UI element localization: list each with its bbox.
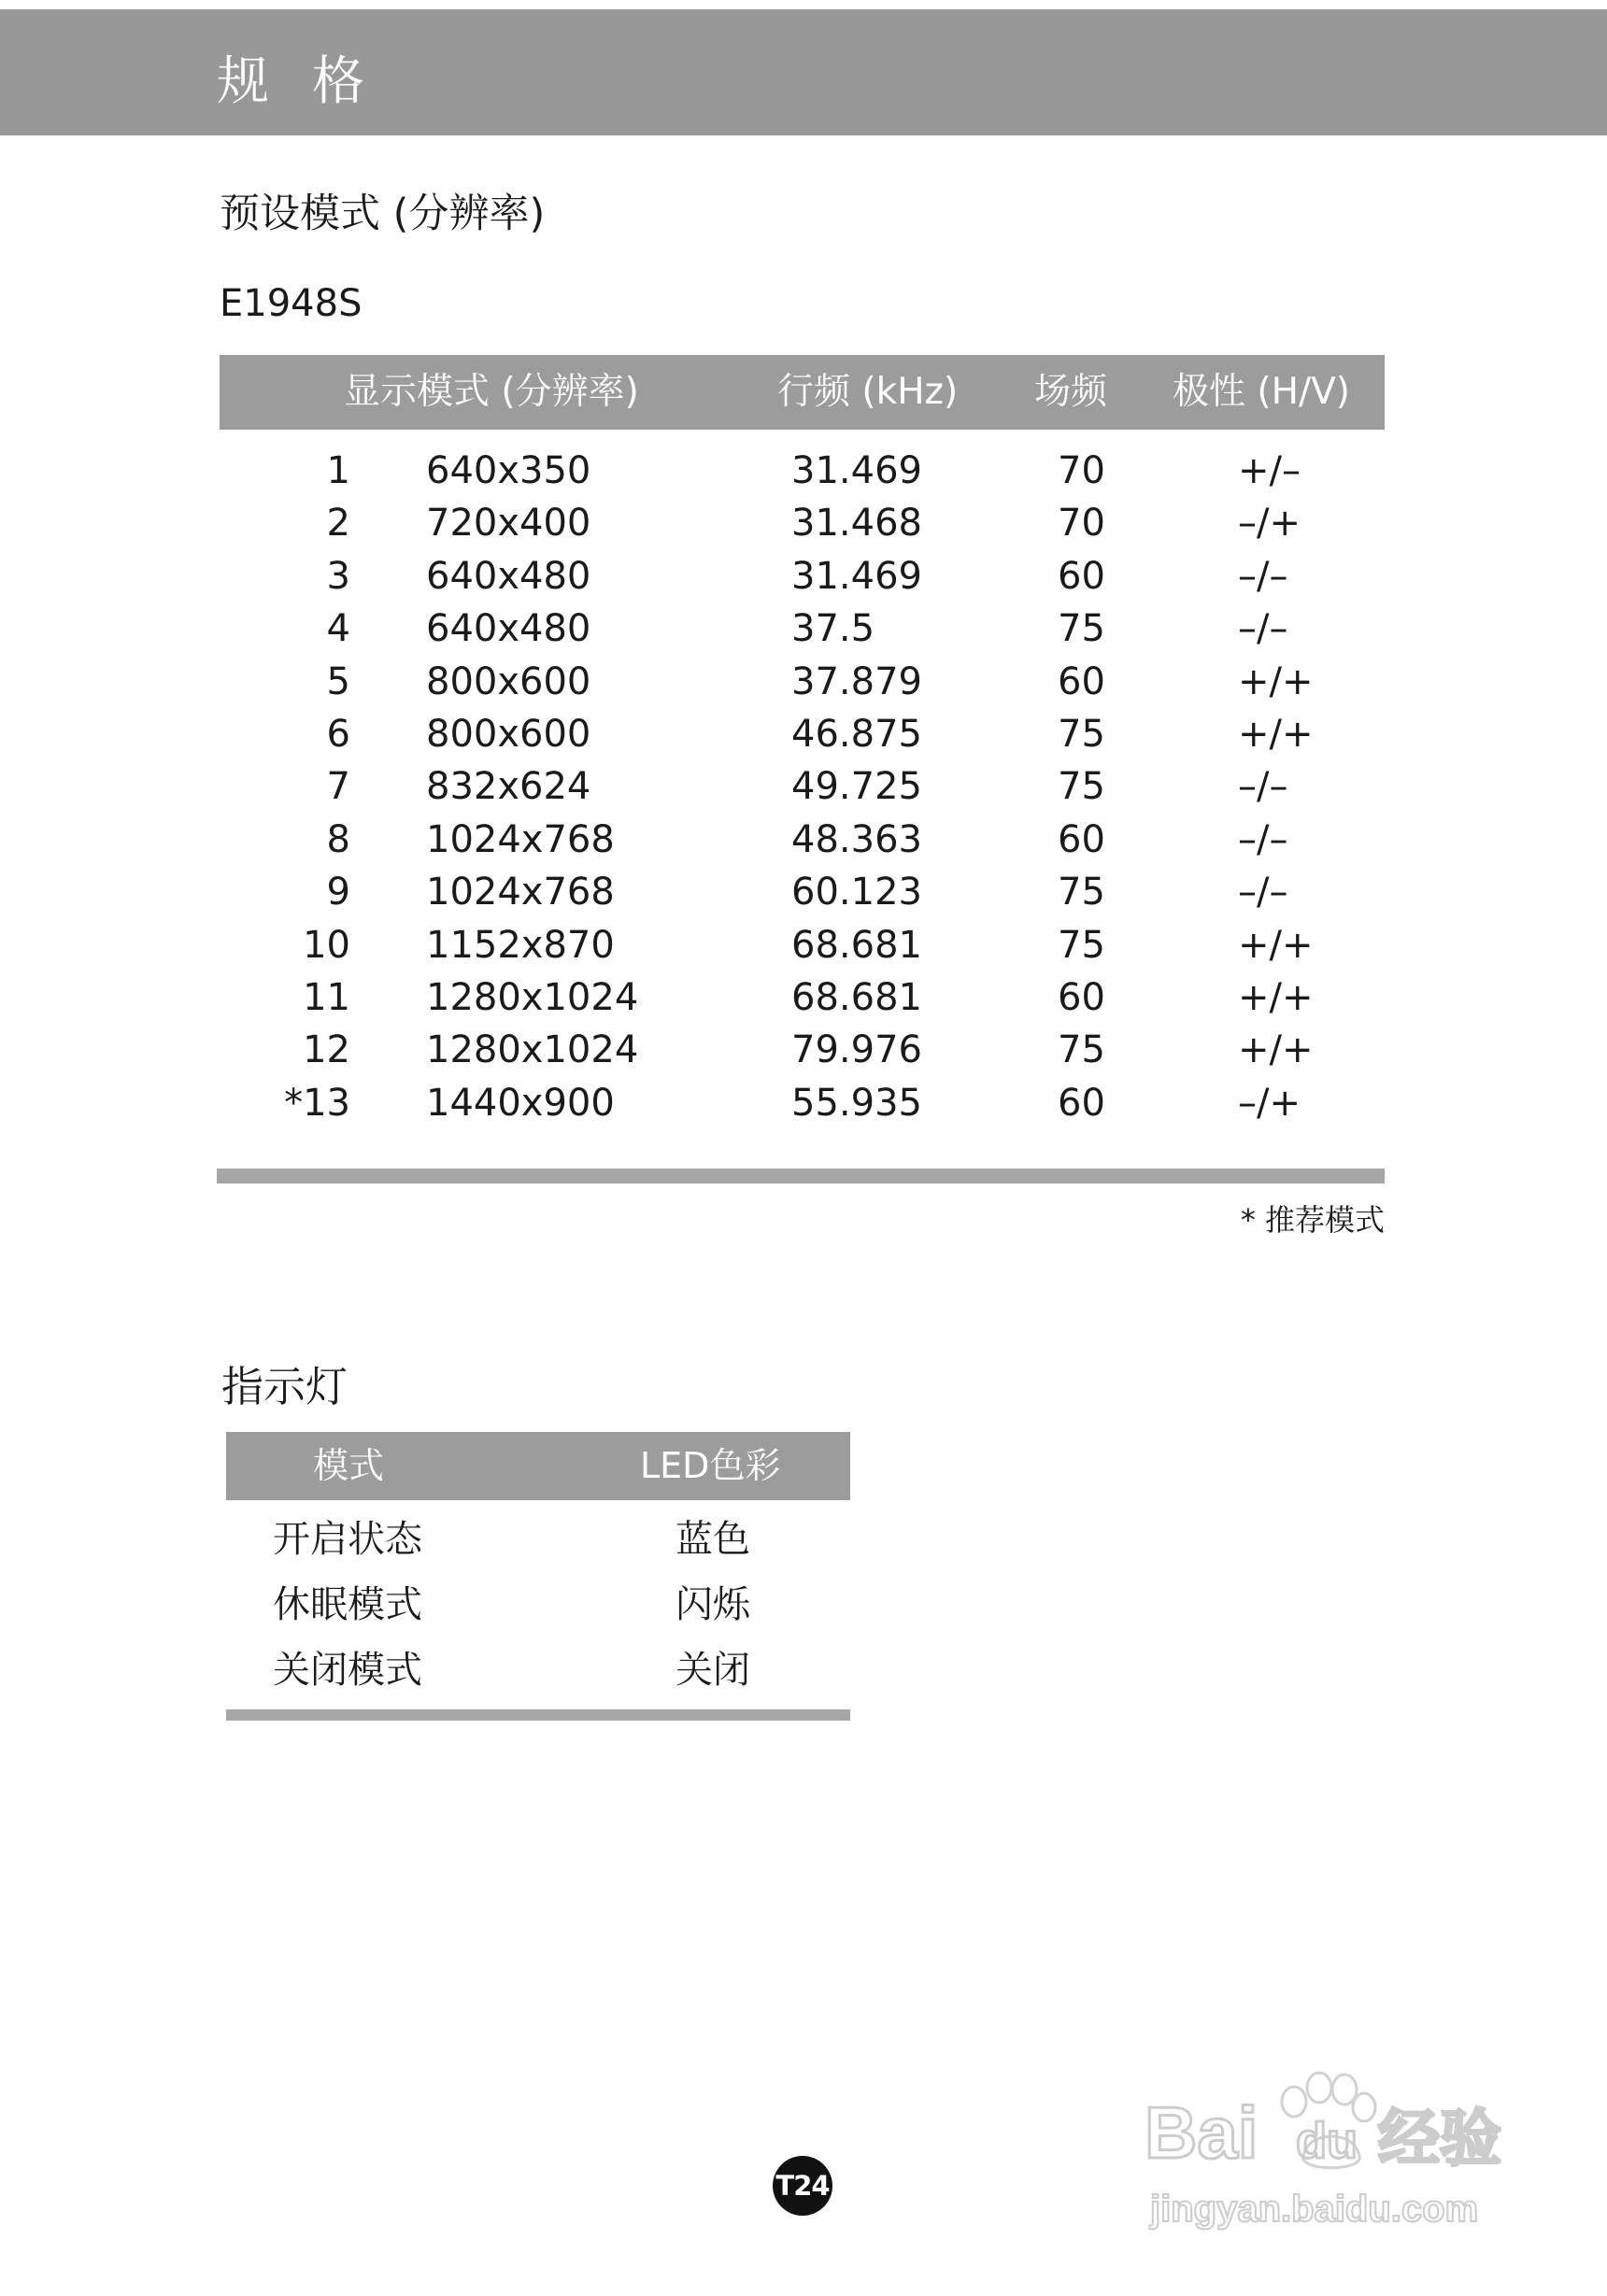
row-vfreq: 60 <box>1058 1081 1105 1125</box>
led-header-mode: 模式 <box>313 1445 385 1486</box>
led-header-color: LED色彩 <box>640 1445 781 1486</box>
table-row <box>0 919 1607 971</box>
table-row <box>0 814 1607 866</box>
row-resolution: 800x600 <box>426 713 591 756</box>
recommended-note: * 推荐模式 <box>1240 1202 1385 1238</box>
row-resolution: 800x600 <box>426 659 591 703</box>
row-vfreq: 75 <box>1058 1028 1105 1072</box>
row-polarity: –/+ <box>1238 1081 1301 1125</box>
section-title: 预设模式 (分辨率) <box>220 191 546 237</box>
row-index: 12 <box>303 1028 350 1072</box>
row-hfreq: 68.681 <box>791 923 922 967</box>
header-polarity: 极性 (H/V) <box>1173 371 1350 413</box>
table-row <box>0 971 1607 1024</box>
row-polarity: –/– <box>1238 765 1288 809</box>
row-vfreq: 75 <box>1058 871 1105 914</box>
row-resolution: 640x480 <box>426 607 591 651</box>
row-index: 4 <box>326 607 350 651</box>
row-polarity: +/+ <box>1238 1028 1314 1072</box>
led-row-mode: 关闭模式 <box>273 1649 422 1692</box>
page-header-title: 规格 <box>217 51 407 112</box>
row-hfreq: 37.5 <box>791 607 875 651</box>
led-bottom-rule <box>226 1709 850 1721</box>
row-index: 8 <box>326 817 350 861</box>
led-row-mode: 休眠模式 <box>273 1583 422 1626</box>
row-index: 2 <box>326 502 350 546</box>
watermark-url: jingyan.baidu.com <box>1150 2189 1479 2230</box>
row-index: 1 <box>326 449 350 492</box>
row-polarity: –/– <box>1238 554 1288 598</box>
row-vfreq: 75 <box>1058 923 1105 967</box>
row-hfreq: 79.976 <box>791 1028 922 1072</box>
table-bottom-rule <box>217 1169 1385 1183</box>
led-row <box>0 1507 1607 1572</box>
row-index: 5 <box>326 659 350 703</box>
row-index: *13 <box>284 1081 350 1125</box>
watermark-brand-du: du <box>1296 2113 1358 2169</box>
row-hfreq: 31.469 <box>791 449 922 492</box>
row-hfreq: 31.468 <box>791 502 922 546</box>
watermark-brand: Bai <box>1145 2091 1259 2174</box>
led-row-color: 闪烁 <box>676 1583 750 1626</box>
row-resolution: 832x624 <box>426 765 591 809</box>
row-resolution: 640x350 <box>426 449 591 492</box>
row-vfreq: 60 <box>1058 976 1105 1019</box>
table-row <box>0 866 1607 918</box>
row-vfreq: 60 <box>1058 554 1105 598</box>
row-hfreq: 46.875 <box>791 713 922 756</box>
row-resolution: 1440x900 <box>426 1081 615 1125</box>
row-hfreq: 55.935 <box>791 1081 922 1125</box>
header-hfreq: 行频 (kHz) <box>777 371 959 413</box>
row-vfreq: 60 <box>1058 817 1105 861</box>
led-row-mode: 开启状态 <box>273 1518 422 1561</box>
row-resolution: 720x400 <box>426 502 591 546</box>
watermark-brand-jingyan: 经验 <box>1378 2103 1501 2175</box>
row-hfreq: 31.469 <box>791 554 922 598</box>
table-row <box>0 760 1607 813</box>
table-row <box>0 708 1607 760</box>
row-hfreq: 49.725 <box>791 765 922 809</box>
row-index: 3 <box>326 554 350 598</box>
row-resolution: 1152x870 <box>426 923 615 967</box>
row-polarity: –/+ <box>1238 502 1301 546</box>
table-row <box>0 1024 1607 1076</box>
page-number: T24 <box>773 2156 832 2216</box>
row-polarity: –/– <box>1238 607 1288 651</box>
row-resolution: 1024x768 <box>426 871 615 914</box>
model-name: E1948S <box>220 282 363 325</box>
row-index: 9 <box>326 871 350 914</box>
led-section-title: 指示灯 <box>221 1362 348 1411</box>
row-vfreq: 75 <box>1058 607 1105 651</box>
table-row <box>0 656 1607 708</box>
row-resolution: 640x480 <box>426 554 591 598</box>
led-row-color: 关闭 <box>676 1649 750 1692</box>
row-index: 7 <box>326 765 350 809</box>
row-vfreq: 60 <box>1058 659 1105 703</box>
row-polarity: +/+ <box>1238 923 1314 967</box>
row-polarity: +/+ <box>1238 713 1314 756</box>
row-polarity: +/– <box>1238 449 1301 492</box>
row-hfreq: 68.681 <box>791 976 922 1019</box>
led-row <box>0 1637 1607 1703</box>
row-index: 6 <box>326 713 350 756</box>
table-row <box>0 602 1607 655</box>
row-vfreq: 75 <box>1058 765 1105 809</box>
row-hfreq: 37.879 <box>791 659 922 703</box>
led-table-header <box>226 1432 850 1500</box>
mode-table-header <box>220 355 1385 430</box>
header-vfreq: 场频 <box>1034 371 1108 413</box>
row-vfreq: 70 <box>1058 502 1105 546</box>
table-row <box>0 497 1607 549</box>
row-hfreq: 48.363 <box>791 817 922 861</box>
row-polarity: +/+ <box>1238 976 1314 1019</box>
row-polarity: –/– <box>1238 817 1288 861</box>
row-polarity: +/+ <box>1238 659 1314 703</box>
row-resolution: 1024x768 <box>426 817 615 861</box>
row-resolution: 1280x1024 <box>426 976 639 1019</box>
table-row <box>0 1077 1607 1129</box>
row-resolution: 1280x1024 <box>426 1028 639 1072</box>
row-vfreq: 75 <box>1058 713 1105 756</box>
led-row-color: 蓝色 <box>676 1518 750 1561</box>
row-polarity: –/– <box>1238 871 1288 914</box>
table-row <box>0 550 1607 602</box>
led-row <box>0 1572 1607 1637</box>
row-vfreq: 70 <box>1058 449 1105 492</box>
row-index: 10 <box>303 923 350 967</box>
baidu-watermark-logo <box>1135 2046 1528 2251</box>
row-hfreq: 60.123 <box>791 871 922 914</box>
row-index: 11 <box>303 976 350 1019</box>
header-mode: 显示模式 (分辨率) <box>344 371 639 413</box>
table-row <box>0 445 1607 497</box>
